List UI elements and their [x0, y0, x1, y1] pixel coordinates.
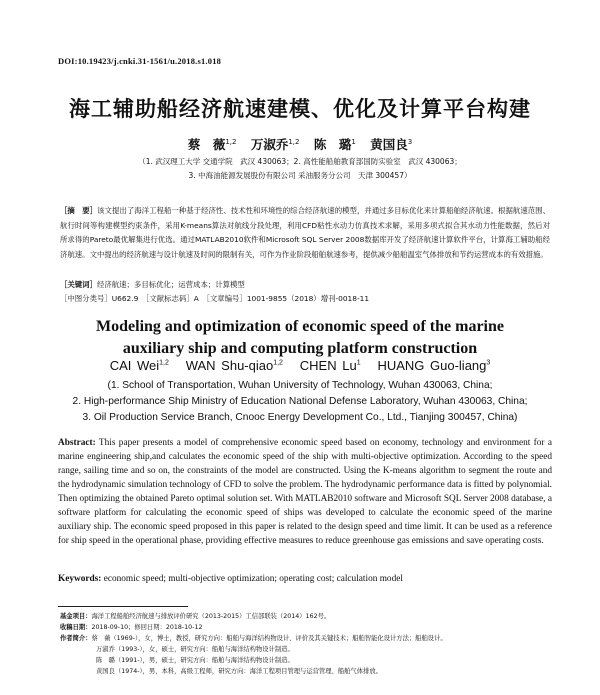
english-author: CAI Wei$^{1,2}$ [109, 358, 169, 373]
footnote-line: 基金项目：海洋工程船舶经济航速与排放评价研究（2013-2015）工信部联装（2014）162号。 [60, 613, 331, 620]
chinese-abstract-text: 该文提出了海洋工程船一种基于经济性、技术性和环境性的综合经济航速的模型，并通过多目标优化来计算船舶经济航速。根据航速范围、航行时间等构建模型约束条件，采用K-means算法对航线分段处理，利用CFD粘性水动力仿真技术求解，采用多项式拟合其水动力性能数据，然后对所求得的Pareto最优解集进行优选。通过MATLAB2010软件和Microsoft SQL Server 2008数据库开发了经济航速计算软件平台，计算海工辅助船经济航速。文中提出的经济航速与设计航速及时间的限制有关，可作为作业阶段船舶航速参考，提供减少船舶温室气体排放和节约运营成本的有效措施。 [60, 206, 550, 259]
english-abstract [58, 436, 552, 548]
chinese-keywords-text: 经济航速；多目标优化；运营成本；计算模型 [96, 280, 245, 289]
english-title-line: auxiliary ship and computing platform construction [122, 340, 478, 357]
english-author: WAN Shu-qiao$^{1,2}$ [185, 358, 283, 373]
chinese-abstract [60, 204, 550, 262]
english-authors [0, 358, 600, 373]
english-author: CHEN Lu$^1$ [299, 358, 361, 373]
english-abstract-text: This paper presents a model of comprehensive economic speed based on economy, technology and environment for a marine engineering ship,and calculates the economic speed of the ship with multi-objective optimization. According to the speed range, sailing time and so on, the constraints of the model are constructed. Using the K-means algorithm to segment the route and the hydrodynamic simulation technology of CFD to solve the problem. The hydrodynamic performance data is fitted by polynomial. Then optimizing the obtained Pareto optimal solution set. With MATLAB2010 software and Microsoft SQL Server 2008 database, a software platform for calculating the economic speed of ships was developed to calculate the economic speed of the marine auxiliary ship. The economic speed proposed in this paper is related to the design speed and time limit. It can be used as a reference for ship speed in the operational phase, providing effective measures to reduce greenhouse gas emissions and save operating costs. [58, 438, 553, 546]
chinese-authors [0, 135, 600, 153]
chinese-classification: ［中图分类号］U662.9 ［文献标志码］A ［文章编号］1001-9855（2018）增刊-0018-11 [60, 294, 370, 303]
footnote-line: 万淑乔（1993-），女，硕士，研究方向：船舶与海洋结构物设计制造。 [96, 646, 294, 653]
doi: DOI:10.19423/j.cnki.31-1561/u.2018.s1.018 [58, 56, 222, 66]
english-affiliation-line: (1. School of Transportation, Wuhan University of Technology, Wuhan 430063, China; [107, 380, 493, 391]
chinese-title: 海工辅助船经济航速建模、优化及计算平台构建 [69, 97, 531, 121]
english-affiliation-line: 3. Oil Production Service Branch, Cnooc Energy Development Co., Ltd., Tianjing 300457, China) [82, 412, 518, 423]
chinese-abstract-label: ［摘 要］ [60, 206, 98, 215]
footnote-divider [58, 606, 188, 607]
footnote-line: 收稿日期：2018-09-10；修回日期：2018-10-12 [60, 624, 203, 631]
english-keywords-label: Keywords: [58, 574, 102, 584]
chinese-keywords [60, 279, 550, 290]
chinese-affiliation-line: （1. 武汉理工大学 交通学院 武汉 430063；2. 高性能船舶教育部国防实验室 武汉 430063； [138, 157, 462, 166]
chinese-author: 黄国良$^3$ [370, 137, 413, 152]
english-abstract-label: Abstract: [58, 438, 96, 448]
footnote-line: 黄国良（1974-），男，本科，高级工程师，研究方向：海洋工程项目管理与运营管理、船舶气体排放。 [96, 668, 382, 675]
english-title [0, 316, 600, 360]
english-affiliation-line: 2. High-performance Ship Ministry of Education National Defense Laboratory, Wuhan 430063, China; [72, 396, 528, 407]
chinese-keywords-label: ［关键词］ [60, 280, 97, 289]
english-author: HUANG Guo-liang$^3$ [377, 358, 491, 373]
footnote-line: 作者简介：蔡 薇（1969-），女，博士，教授，研究方向：船舶与海洋结构物设计、评价及其关键技术；船舶智能化设计方法；船舶设计。 [60, 635, 447, 642]
chinese-affiliation-line: 3. 中海油能源发展股份有限公司 采油服务分公司 天津 300457） [188, 171, 412, 180]
chinese-author: 蔡 薇$^{1,2}$ [187, 137, 237, 152]
footnote-line: 陈 璐（1991-），男，硕士，研究方向：船舶与海洋结构物设计制造。 [96, 657, 294, 664]
chinese-author: 陈 璐$^1$ [313, 137, 356, 152]
english-keywords [58, 574, 552, 584]
english-keywords-text: economic speed; multi-objective optimization; operating cost; calculation model [103, 574, 403, 584]
chinese-author: 万淑乔$^{1,2}$ [250, 137, 300, 152]
english-title-line: Modeling and optimization of economic speed of the marine [96, 318, 504, 335]
